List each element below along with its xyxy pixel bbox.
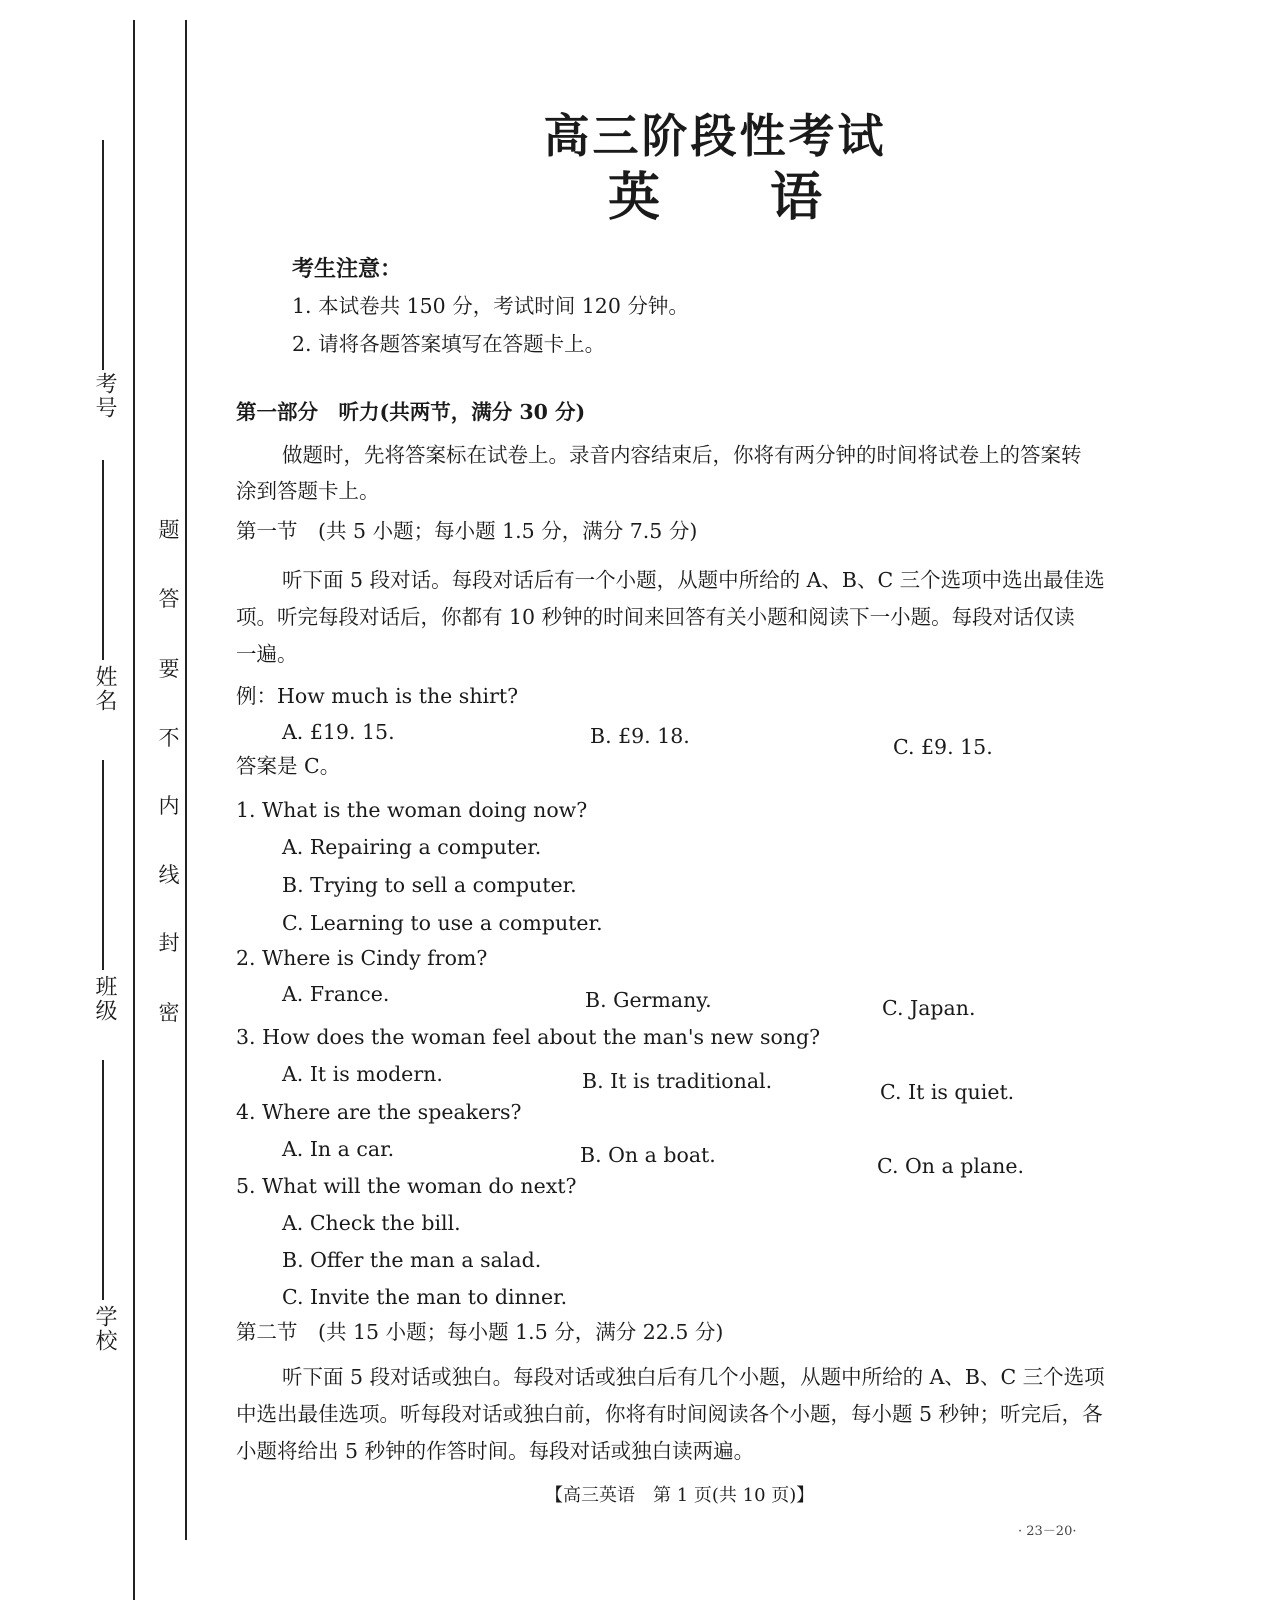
q2-option-b: B. Germany. bbox=[585, 988, 712, 1012]
binding-line-inner bbox=[185, 20, 187, 1540]
part1-heading: 第一部分 听力(共两节，满分 30 分) bbox=[236, 400, 586, 424]
example-option: A. £19. 15. bbox=[282, 720, 395, 744]
q1-option-c: C. Learning to use a computer. bbox=[282, 911, 603, 935]
class-label: 班级 bbox=[92, 975, 117, 1023]
school-label: 学校 bbox=[92, 1305, 117, 1353]
example-option: C. £9. 15. bbox=[893, 735, 993, 759]
q1-option-a: A. Repairing a computer. bbox=[282, 835, 542, 859]
class-underline bbox=[102, 760, 104, 970]
section2-intro-line: 小题将给出 5 秒钟的作答时间。每段对话或独白读两遍。 bbox=[236, 1439, 755, 1463]
q5-option-c: C. Invite the man to dinner. bbox=[282, 1285, 568, 1309]
notice-heading: 考生注意： bbox=[292, 256, 403, 282]
example-answer: 答案是 C。 bbox=[236, 754, 341, 778]
q3-option-c: C. It is quiet. bbox=[880, 1080, 1015, 1104]
class-field bbox=[80, 760, 120, 1050]
example-option: B. £9. 18. bbox=[590, 724, 690, 748]
part1-intro-line: 做题时，先将答案标在试卷上。录音内容结束后，你将有两分钟的时间将试卷上的答案转 bbox=[282, 443, 1082, 467]
exam-title: 高三阶段性考试 bbox=[543, 109, 887, 163]
question-4: 4. Where are the speakers? bbox=[236, 1100, 522, 1124]
q3-option-a: A. It is modern. bbox=[282, 1062, 443, 1086]
q4-option-b: B. On a boat. bbox=[580, 1143, 716, 1167]
section1-intro-line: 听下面 5 段对话。每段对话后有一个小题，从题中所给的 A、B、C 三个选项中选出最佳选 bbox=[282, 568, 1105, 592]
seal-char: 线 bbox=[158, 863, 180, 887]
section2-heading: 第二节 (共 15 小题；每小题 1.5 分，满分 22.5 分) bbox=[236, 1320, 724, 1344]
section2-intro-line: 中选出最佳选项。听每段对话或独白前，你将有时间阅读各个小题，每小题 5 秒钟；听完后，各 bbox=[236, 1402, 1103, 1426]
q2-option-a: A. France. bbox=[282, 982, 390, 1006]
q1-option-b: B. Trying to sell a computer. bbox=[282, 873, 577, 897]
part1-intro-line: 涂到答题卡上。 bbox=[236, 479, 380, 503]
notice-item: 1. 本试卷共 150 分，考试时间 120 分钟。 bbox=[292, 294, 689, 318]
seal-char: 要 bbox=[158, 657, 180, 681]
name-field bbox=[80, 460, 120, 740]
section2-intro-line: 听下面 5 段对话或独白。每段对话或独白后有几个小题，从题中所给的 A、B、C 三个选项 bbox=[282, 1365, 1105, 1389]
page-footer: 【高三英语 第 1 页(共 10 页)】 bbox=[545, 1485, 815, 1506]
seal-char: 内 bbox=[158, 794, 180, 818]
school-field bbox=[80, 1060, 120, 1360]
q5-option-a: A. Check the bill. bbox=[282, 1211, 461, 1235]
question-1: 1. What is the woman doing now? bbox=[236, 798, 588, 822]
example-question: 例：How much is the shirt? bbox=[236, 684, 519, 708]
subject-title bbox=[0, 155, 1280, 230]
q3-option-b: B. It is traditional. bbox=[582, 1069, 773, 1093]
seal-char: 密 bbox=[158, 1001, 180, 1025]
name-label: 姓名 bbox=[92, 665, 117, 713]
binding-line-outer bbox=[133, 20, 135, 1600]
q5-option-b: B. Offer the man a salad. bbox=[282, 1248, 542, 1272]
q4-option-a: A. In a car. bbox=[282, 1137, 395, 1161]
subject-char: 英 bbox=[607, 167, 660, 228]
q4-option-c: C. On a plane. bbox=[877, 1154, 1025, 1178]
section1-intro-line: 一遍。 bbox=[236, 642, 298, 666]
exam-number-label: 考号 bbox=[92, 372, 117, 420]
footer-code: · 23－20· bbox=[1018, 1524, 1077, 1539]
school-underline bbox=[102, 1060, 104, 1300]
question-2: 2. Where is Cindy from? bbox=[236, 946, 488, 970]
q2-option-c: C. Japan. bbox=[882, 996, 976, 1020]
seal-char: 封 bbox=[158, 931, 180, 955]
question-3: 3. How does the woman feel about the man's new song? bbox=[236, 1025, 821, 1049]
notice-item: 2. 请将各题答案填写在答题卡上。 bbox=[292, 332, 606, 356]
seal-char: 答 bbox=[158, 587, 180, 611]
subject-char: 语 bbox=[770, 167, 823, 228]
section1-intro-line: 项。听完每段对话后，你都有 10 秒钟的时间来回答有关小题和阅读下一小题。每段对话仅读 bbox=[236, 605, 1075, 629]
question-5: 5. What will the woman do next? bbox=[236, 1174, 577, 1198]
section1-heading: 第一节 (共 5 小题；每小题 1.5 分，满分 7.5 分) bbox=[236, 519, 698, 543]
seal-char: 不 bbox=[158, 726, 180, 750]
name-underline bbox=[102, 460, 104, 660]
seal-char: 题 bbox=[158, 518, 180, 542]
